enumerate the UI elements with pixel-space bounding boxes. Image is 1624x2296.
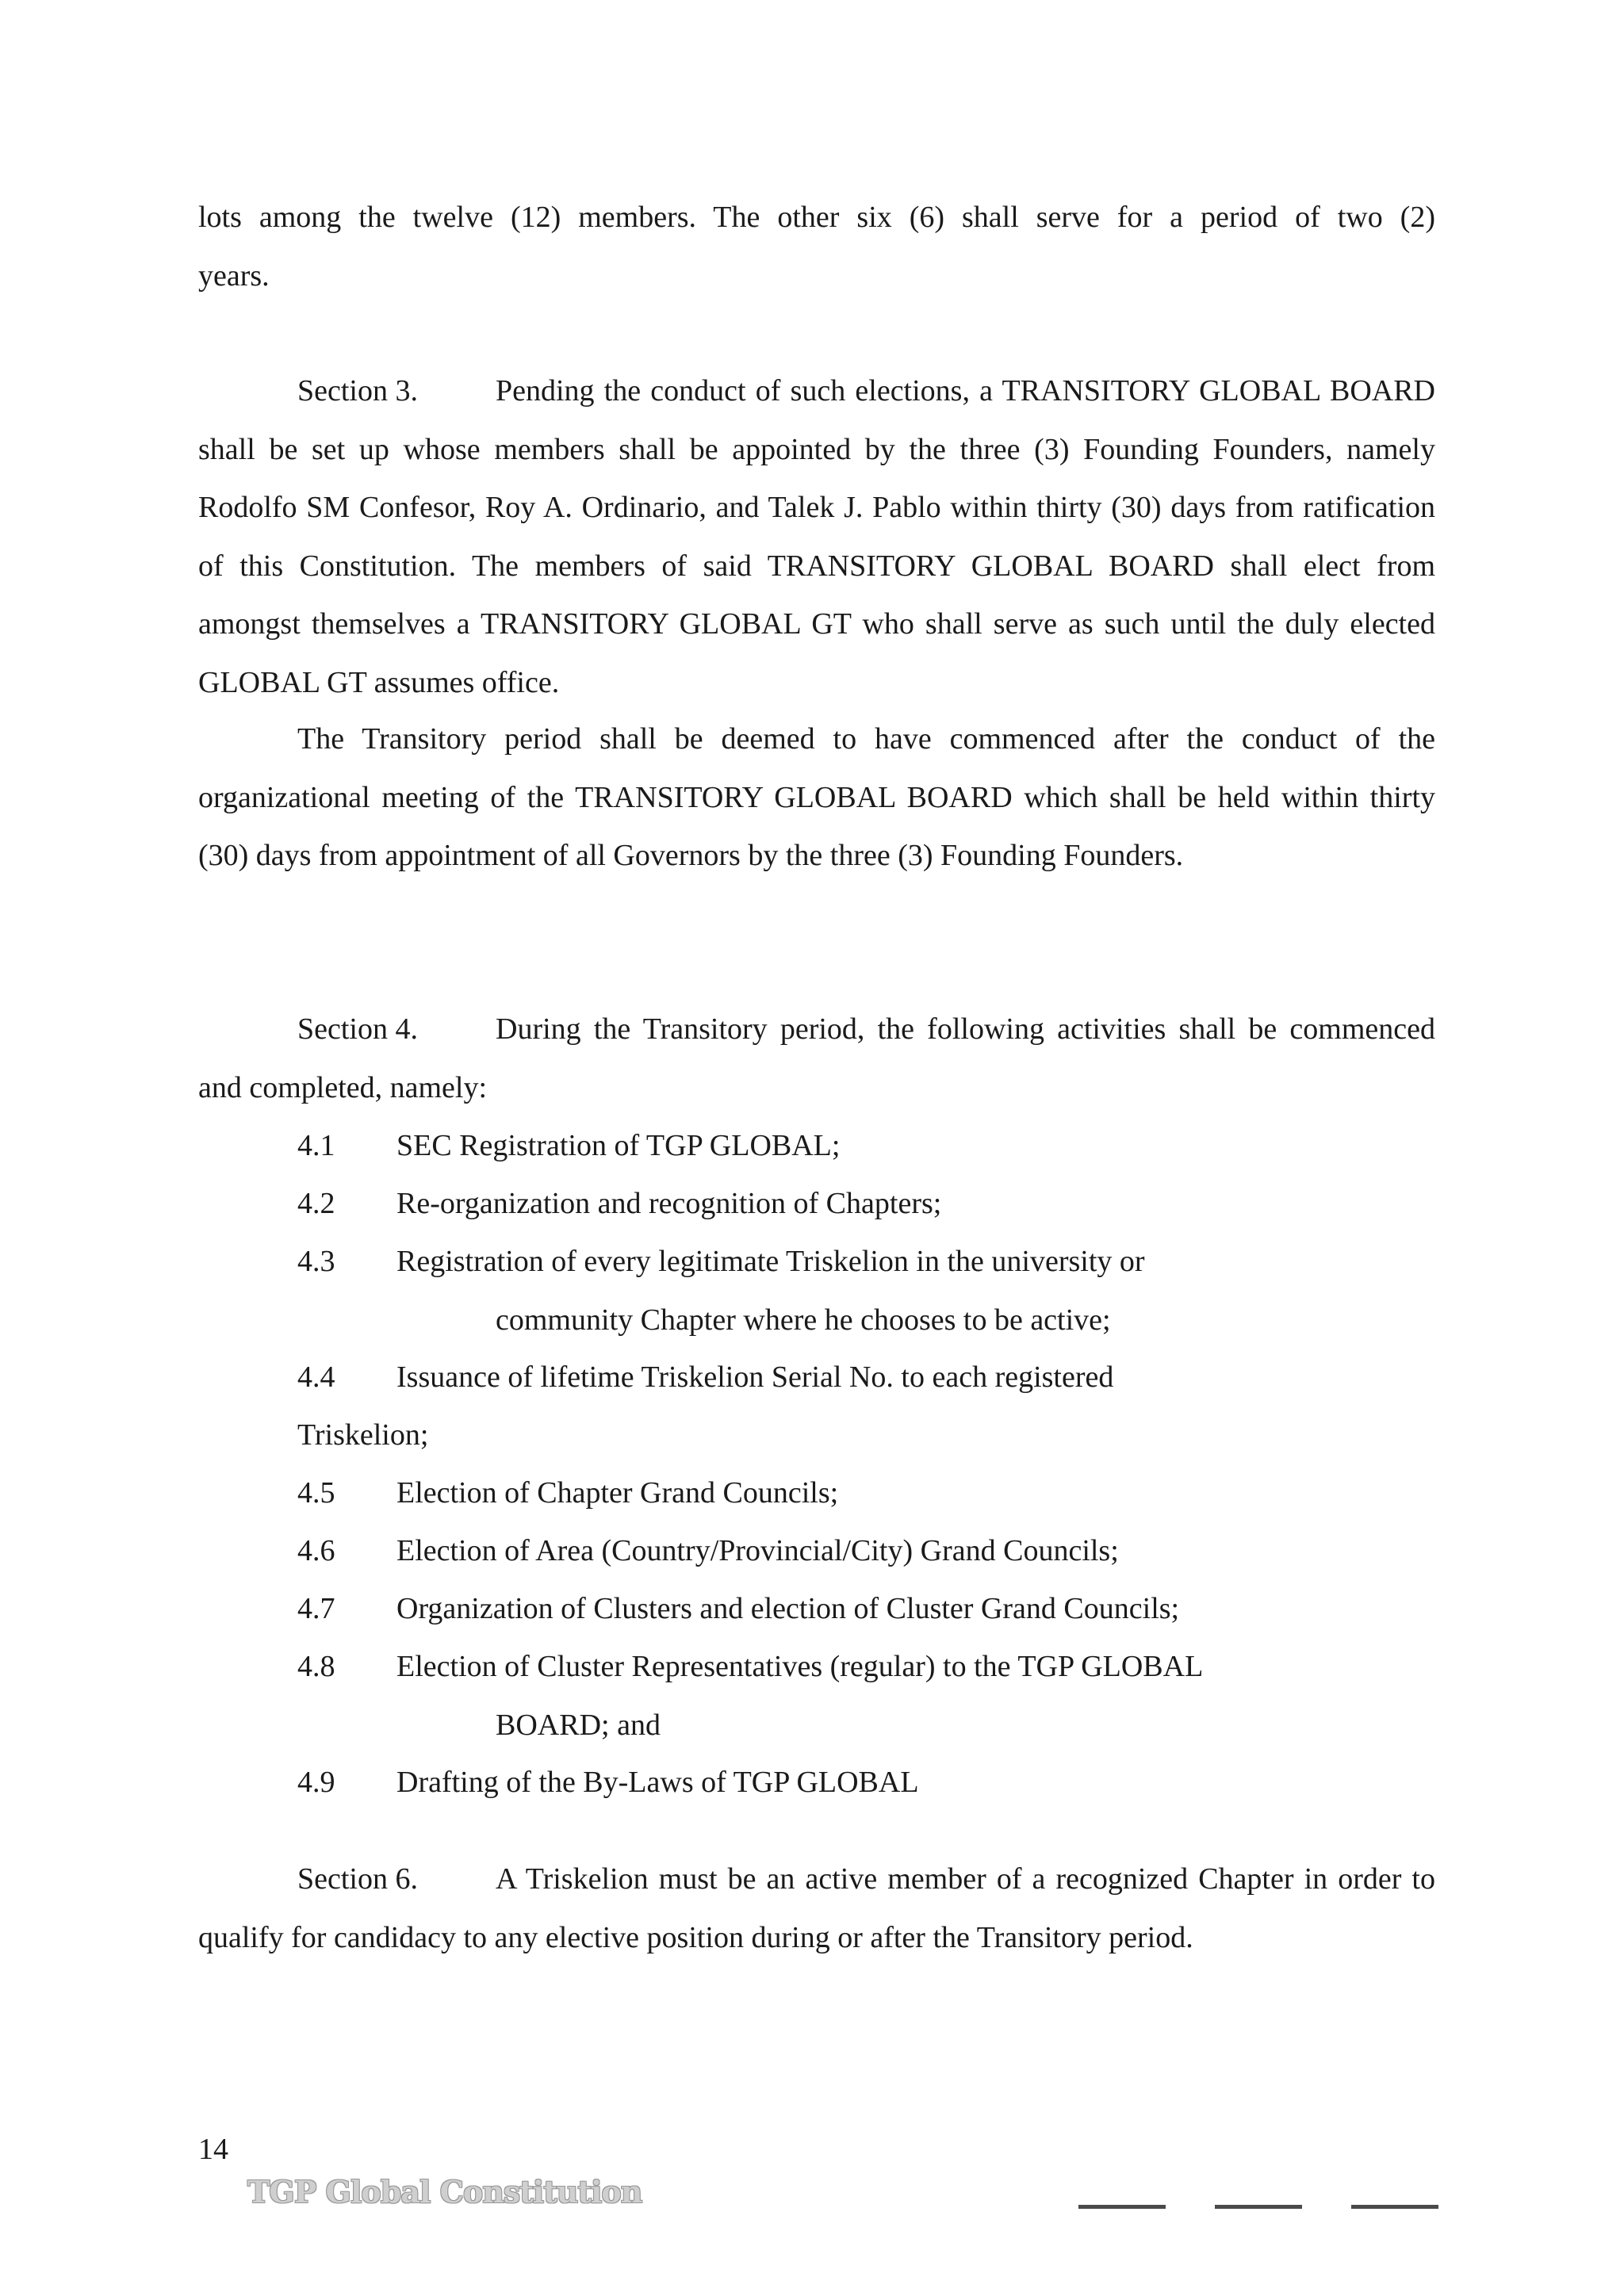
- list-item-text: Election of Area (Country/Provincial/City) Grand Councils;: [396, 1534, 1119, 1567]
- footer-rule: [1351, 2205, 1438, 2209]
- list-item-number: 4.5: [297, 1476, 335, 1510]
- footer-rule: [1078, 2205, 1166, 2209]
- list-item: [297, 1464, 1435, 1523]
- list-item: [297, 1522, 1435, 1581]
- section-6-paragraph: [198, 1850, 1435, 1967]
- list-item-text: Issuance of lifetime Triskelion Serial No. to each registered: [396, 1360, 1114, 1394]
- list-item-number: 4.6: [297, 1534, 335, 1567]
- section-4-label: Section 4.: [297, 1012, 418, 1046]
- list-item-number: 4.4: [297, 1360, 335, 1394]
- list-item-text: Drafting of the By-Laws of TGP GLOBAL: [396, 1766, 919, 1799]
- list-item-text: Election of Chapter Grand Councils;: [396, 1476, 839, 1510]
- list-item-continuation: BOARD; and: [496, 1708, 661, 1742]
- list-item: [297, 1638, 1435, 1755]
- list-item-text: SEC Registration of TGP GLOBAL;: [396, 1129, 841, 1162]
- list-item-number: 4.8: [297, 1650, 335, 1683]
- section-4-text: During the Transitory period, the following activities shall be commenced and completed, namely:: [198, 1012, 1435, 1104]
- section-4-paragraph: [198, 1001, 1435, 1117]
- continued-paragraph-line-1: lots among the twelve (12) members. The other six (6) shall serve for a period of two (2): [198, 201, 1435, 234]
- section-3-paragraph: [198, 362, 1435, 712]
- list-item: [297, 1754, 1435, 1812]
- list-item-number: 4.9: [297, 1766, 335, 1799]
- list-item-number: 4.1: [297, 1129, 335, 1162]
- page-number: 14: [198, 2133, 228, 2166]
- list-item: [297, 1175, 1435, 1234]
- list-item-text: Election of Cluster Representatives (regular) to the TGP GLOBAL: [396, 1650, 1204, 1683]
- list-item: [297, 1117, 1435, 1176]
- list-item: [297, 1233, 1435, 1349]
- list-item-number: 4.3: [297, 1245, 335, 1278]
- list-item-text: Re-organization and recognition of Chapters;: [396, 1187, 942, 1220]
- section-3-text: Pending the conduct of such elections, a TRANSITORY GLOBAL BOARD shall be set up whose members shall be appointed by the three (3) Founding Founders, namely Rodolfo SM Confesor, Roy A. Ordinario, and Talek J. Pablo within thirty (30) days from ratification of this Constitution. The members of said TRANSITORY GLOBAL BOARD shall elect from amongst themselves a TRANSITORY GLOBAL GT who shall serve as such until the duly elected GLOBAL GT assumes office.: [198, 374, 1435, 699]
- list-item-text: Organization of Clusters and election of Cluster Grand Councils;: [396, 1592, 1180, 1625]
- footer-rule: [1215, 2205, 1302, 2209]
- list-item-continuation: community Chapter where he chooses to be active;: [496, 1303, 1111, 1337]
- list-item-text: Registration of every legitimate Triskelion in the university or: [396, 1245, 1145, 1278]
- list-item-number: 4.2: [297, 1187, 335, 1220]
- list-item: [297, 1349, 1435, 1407]
- list-item-continuation: Triskelion;: [297, 1418, 429, 1452]
- section-3-label: Section 3.: [297, 374, 418, 408]
- continued-paragraph-line-2: years.: [198, 258, 270, 293]
- list-item-number: 4.7: [297, 1592, 335, 1625]
- footer-title: TGP Global Constitution: [247, 2174, 642, 2210]
- section-6-label: Section 6.: [297, 1862, 418, 1896]
- continued-paragraph: [198, 189, 1435, 305]
- section-6-text: A Triskelion must be an active member of a recognized Chapter in order to qualify for candidacy to any elective position during or after the Transitory period.: [198, 1862, 1435, 1954]
- section-3-paragraph-2: The Transitory period shall be deemed to have commenced after the conduct of the organizational meeting of the TRANSITORY GLOBAL BOARD which shall be held within thirty (30) days from appointment of all Governors by the three (3) Founding Founders.: [198, 722, 1435, 872]
- list-item: [297, 1580, 1435, 1639]
